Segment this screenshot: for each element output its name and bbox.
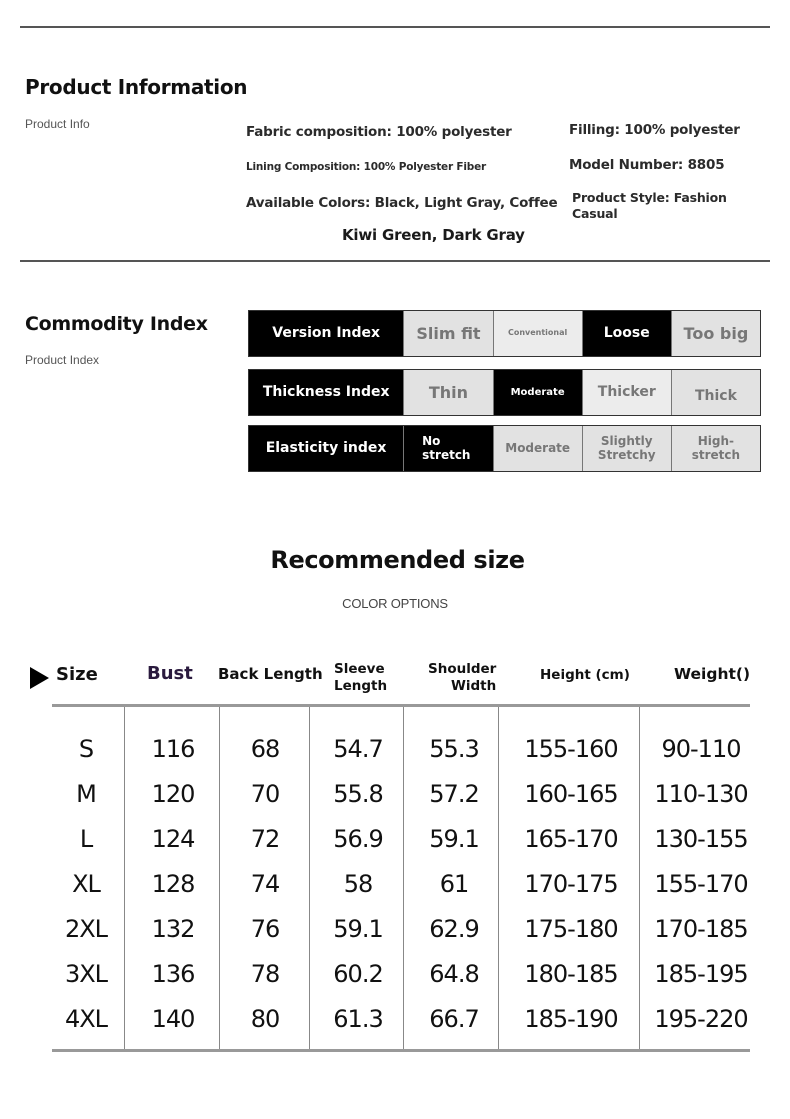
- cell-bust: 132: [151, 915, 195, 943]
- elasticity-option-moderate: Moderate: [493, 426, 582, 471]
- lining-composition: Lining Composition: 100% Polyester Fiber: [246, 161, 486, 173]
- size-chart-subtitle: COLOR OPTIONS: [342, 596, 448, 611]
- cell-size: S: [78, 735, 94, 763]
- thickness-option-thicker: Thicker: [582, 370, 671, 415]
- cell-weight: 110-130: [654, 780, 748, 808]
- cell-shoulder-width: 59.1: [429, 825, 479, 853]
- cell-weight: 90-110: [661, 735, 741, 763]
- cell-weight: 155-170: [654, 870, 748, 898]
- product-style-cont: Casual: [572, 206, 618, 221]
- header-back-length: Back Length: [218, 665, 323, 683]
- version-index-row: [248, 310, 761, 357]
- cell-height: 160-165: [524, 780, 618, 808]
- cell-shoulder-width: 64.8: [429, 960, 479, 988]
- thickness-index-label: Thickness Index: [249, 370, 403, 415]
- elasticity-index-row: [248, 425, 761, 472]
- cell-height: 180-185: [524, 960, 618, 988]
- cell-weight: 195-220: [654, 1005, 748, 1033]
- cell-sleeve-length: 60.2: [333, 960, 383, 988]
- cell-bust: 140: [151, 1005, 195, 1033]
- cell-size: M: [76, 780, 96, 808]
- cell-bust: 128: [151, 870, 195, 898]
- cell-height: 155-160: [524, 735, 618, 763]
- cell-height: 185-190: [524, 1005, 618, 1033]
- product-info-subtitle: Product Info: [25, 117, 90, 131]
- cell-back-length: 76: [250, 915, 280, 943]
- thickness-index-row: [248, 369, 761, 416]
- cell-sleeve-length: 54.7: [333, 735, 383, 763]
- cell-height: 175-180: [524, 915, 618, 943]
- cell-shoulder-width: 62.9: [429, 915, 479, 943]
- version-option-loose: Loose: [582, 311, 671, 356]
- version-option-conventional: Conventional: [493, 311, 582, 356]
- elasticity-index-label: Elasticity index: [249, 426, 403, 471]
- version-option-slim-fit: Slim fit: [403, 311, 492, 356]
- version-index-label: Version Index: [249, 311, 403, 356]
- top-divider: [20, 26, 770, 28]
- commodity-index-title: Commodity Index: [25, 313, 208, 335]
- cell-bust: 120: [151, 780, 195, 808]
- header-size: Size: [56, 664, 98, 685]
- cell-sleeve-length: 56.9: [333, 825, 383, 853]
- cell-back-length: 78: [250, 960, 280, 988]
- cell-weight: 170-185: [654, 915, 748, 943]
- header-shoulder: Shoulder: [428, 661, 497, 677]
- cell-sleeve-length: 58: [343, 870, 373, 898]
- cell-weight: 185-195: [654, 960, 748, 988]
- thickness-option-moderate: Moderate: [493, 370, 582, 415]
- cell-size: 2XL: [64, 915, 108, 943]
- cell-shoulder-width: 55.3: [429, 735, 479, 763]
- commodity-index-subtitle: Product Index: [25, 353, 100, 367]
- cell-sleeve-length: 59.1: [333, 915, 383, 943]
- header-shoulder-width: Width: [451, 678, 497, 694]
- cell-bust: 136: [151, 960, 195, 988]
- play-icon: [30, 667, 49, 689]
- header-sleeve-length: Length: [334, 678, 388, 694]
- available-colors: Available Colors: Black, Light Gray, Coffee: [246, 195, 558, 211]
- cell-shoulder-width: 57.2: [429, 780, 479, 808]
- cell-height: 165-170: [524, 825, 618, 853]
- available-colors-cont: Kiwi Green, Dark Gray: [342, 226, 525, 244]
- product-info-title: Product Information: [25, 75, 248, 99]
- cell-weight: 130-155: [654, 825, 748, 853]
- cell-size: XL: [72, 870, 100, 898]
- cell-bust: 124: [151, 825, 195, 853]
- cell-size: L: [79, 825, 93, 853]
- column-divider: [639, 707, 640, 1049]
- header-height: Height (cm): [540, 667, 630, 683]
- cell-bust: 116: [151, 735, 195, 763]
- thickness-option-thick: Thick: [671, 370, 760, 415]
- cell-shoulder-width: 61: [439, 870, 469, 898]
- thickness-option-thin: Thin: [403, 370, 492, 415]
- cell-sleeve-length: 61.3: [333, 1005, 383, 1033]
- cell-size: 3XL: [64, 960, 108, 988]
- cell-back-length: 70: [250, 780, 280, 808]
- cell-shoulder-width: 66.7: [429, 1005, 479, 1033]
- header-weight: Weight(): [674, 665, 751, 683]
- cell-height: 170-175: [524, 870, 618, 898]
- model-number: Model Number: 8805: [569, 157, 725, 173]
- filling: Filling: 100% polyester: [569, 122, 740, 138]
- elasticity-option-no-stretch: No stretch: [403, 426, 493, 471]
- elasticity-option-high-stretch: High-stretch: [671, 426, 760, 471]
- cell-back-length: 74: [250, 870, 280, 898]
- version-option-too-big: Too big: [671, 311, 760, 356]
- header-sleeve: Sleeve: [334, 661, 385, 677]
- middle-divider: [20, 260, 770, 262]
- fabric-composition: Fabric composition: 100% polyester: [246, 124, 512, 140]
- elasticity-option-slightly-stretchy: Slightly Stretchy: [582, 426, 671, 471]
- cell-back-length: 72: [250, 825, 280, 853]
- cell-back-length: 68: [250, 735, 280, 763]
- cell-sleeve-length: 55.8: [333, 780, 383, 808]
- cell-size: 4XL: [64, 1005, 108, 1033]
- header-bust: Bust: [147, 663, 193, 684]
- product-style: Product Style: Fashion: [572, 190, 727, 205]
- cell-back-length: 80: [250, 1005, 280, 1033]
- size-chart-title: Recommended size: [270, 546, 525, 574]
